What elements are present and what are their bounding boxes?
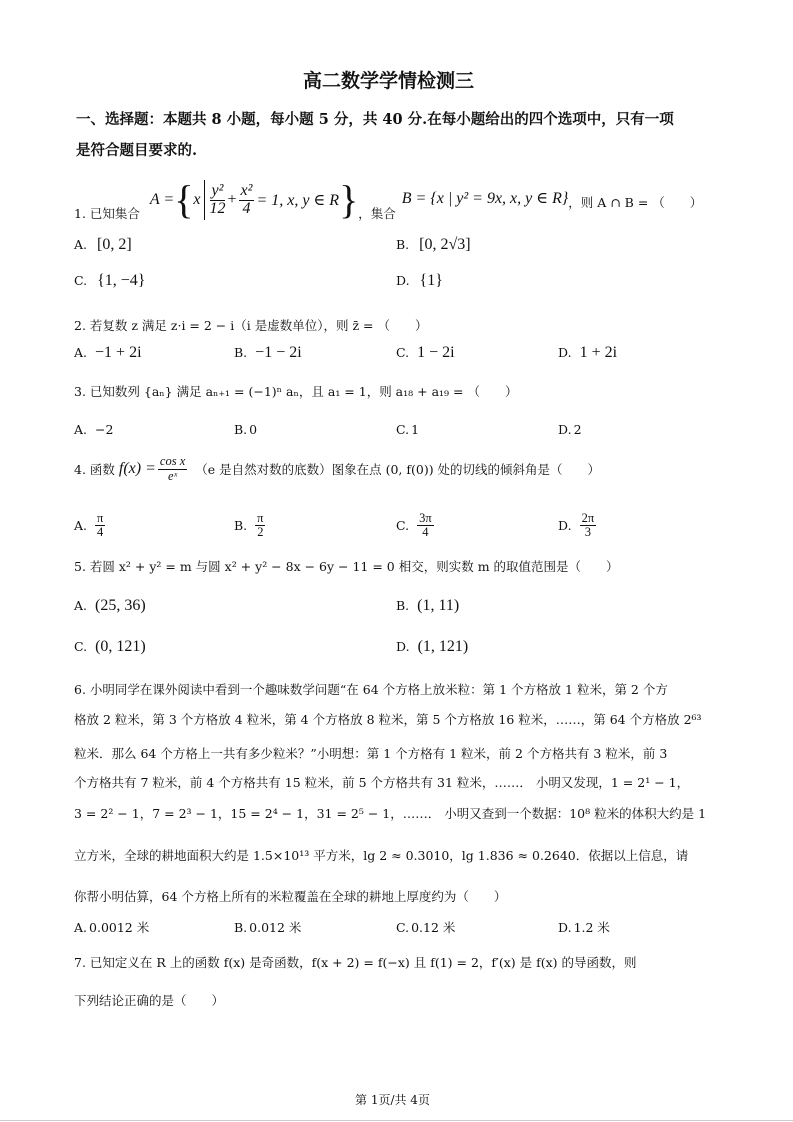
set-a-definition: A = { x $\frac{\text{y²}}{12}$ + $\frac{\text{x²}}{4}$ = 1, x, y ∈ R } (149, 177, 359, 222)
q2-option-d[interactable] (558, 344, 617, 362)
option-label: B. (234, 518, 248, 534)
page-number: 第 1页/共 4页 (355, 1093, 430, 1107)
option-label: A. (74, 920, 88, 935)
option-text: 0.12 米 (411, 920, 456, 935)
set-a-frac-1: $\frac{\text{y²}}{12}$ (209, 181, 226, 217)
set-a-tail: = 1, x, y ∈ R (256, 192, 340, 209)
option-label: C. (396, 518, 410, 534)
question-1-stem (74, 172, 702, 228)
q3-option-c[interactable] (396, 422, 419, 437)
option-text: 1.2 米 (573, 920, 610, 935)
option-label: B. (396, 237, 410, 252)
option-text: 1 − 2i (417, 344, 455, 361)
question-6-line: 粒米．那么 64 个方格上一共有多少粒米？”小明想：第 1 个方格有 1 粒米，前 2 个方格共有 3 粒米，前 3 (74, 746, 668, 761)
option-label: B. (234, 920, 248, 935)
q4-option-d[interactable] (558, 512, 598, 539)
option-label: C. (396, 920, 410, 935)
question-1-mid: ，集合 (358, 206, 396, 221)
question-4-prefix: 4. 函数 (74, 462, 115, 477)
q4-option-a[interactable] (74, 512, 107, 539)
function-fraction: $\frac{\text{cos x}}{\text{eˣ}}$ (159, 454, 186, 483)
set-a-var: x (193, 191, 201, 208)
function-name: f(x) = (118, 460, 156, 477)
option-label: D. (396, 273, 410, 288)
question-7-line2: 下列结论正确的是（ ） (74, 993, 225, 1008)
option-text: 1 (411, 422, 420, 437)
question-1-suffix: ，则 A ∩ B = （ ） (568, 195, 703, 210)
question-3-stem: 3. 已知数列 {aₙ} 满足 aₙ₊₁ = (−1)ⁿ aₙ，且 a₁ = 1，则 a₁₈ + a₁₉ = （ ） (74, 384, 518, 399)
q3-option-d[interactable] (558, 422, 582, 437)
option-label: C. (396, 345, 410, 360)
q2-option-b[interactable] (234, 344, 302, 362)
option-text: 0.012 米 (249, 920, 302, 935)
set-a-lhs: A = (149, 191, 175, 208)
option-label: B. (396, 598, 410, 613)
option-label: C. (74, 639, 88, 654)
option-text: (1, 11) (417, 597, 460, 614)
q5-option-c[interactable] (74, 638, 146, 656)
question-6-line: 格放 2 粒米，第 3 个方格放 4 粒米，第 4 个方格放 8 粒米，第 5 个方格放 16 粒米，……，第 64 个方格放 2⁶³ (74, 712, 702, 727)
q1-option-d[interactable] (396, 272, 443, 290)
option-label: D. (558, 920, 572, 935)
q5-option-a[interactable] (74, 597, 146, 615)
set-b-definition: B = {x | y² = 9x, x, y ∈ R} (401, 190, 569, 207)
question-7-line1: 7. 已知定义在 R 上的函数 f(x) 是奇函数，f(x + 2) = f(−x) 且 f(1) = 2，f′(x) 是 f(x) 的导函数，则 (74, 955, 637, 970)
q6-option-c[interactable] (396, 918, 455, 936)
option-text: 0 (249, 422, 258, 437)
option-text: 2 (573, 422, 582, 437)
option-text: {1} (419, 272, 443, 289)
q1-option-a[interactable] (74, 236, 132, 254)
page-title: 高二数学学情检测三 (303, 70, 475, 92)
option-fraction: $\frac{2\pi}{3}$ (581, 511, 595, 540)
section-heading-line2: 是符合题目要求的. (76, 142, 198, 159)
q6-option-a[interactable] (74, 918, 149, 936)
q4-option-c[interactable] (396, 512, 436, 539)
option-text: {1, −4} (97, 272, 146, 289)
option-text: −1 + 2i (95, 344, 142, 361)
option-text: (25, 36) (95, 597, 146, 614)
option-fraction: $\frac{\pi}{2}$ (257, 511, 264, 540)
option-label: D. (558, 518, 572, 534)
option-label: A. (74, 518, 88, 534)
question-5-stem: 5. 若圆 x² + y² = m 与圆 x² + y² − 8x − 6y − 11 = 0 相交，则实数 m 的取值范围是（ ） (74, 559, 619, 574)
q2-option-a[interactable] (74, 344, 142, 362)
question-4-suffix: （e 是自然对数的底数）图象在点 (0, f(0)) 处的切线的倾斜角是（ ） (195, 462, 601, 477)
option-label: C. (74, 273, 88, 288)
option-text: −1 − 2i (255, 344, 302, 361)
option-text: [0, 2] (97, 236, 132, 253)
question-4-stem (74, 450, 600, 488)
question-6-line: 6. 小明同学在课外阅读中看到一个趣味数学问题“在 64 个方格上放米粒：第 1 个方格放 1 粒米，第 2 个方 (74, 682, 668, 697)
q6-option-d[interactable] (558, 918, 610, 936)
option-label: B. (234, 345, 248, 360)
option-fraction: $\frac{3\pi}{4}$ (419, 511, 432, 540)
option-text: (0, 121) (95, 638, 146, 655)
option-label: A. (74, 345, 88, 360)
bottom-divider (0, 1120, 793, 1121)
question-6-line: 个方格共有 7 粒米，前 4 个方格共有 15 粒米，前 5 个方格共有 31 粒米，……． 小明又发现，1 = 2¹ − 1， (74, 775, 690, 790)
question-1-prefix: 1. 已知集合 (74, 206, 140, 221)
q5-option-b[interactable] (396, 597, 459, 615)
option-text: 0.0012 米 (89, 920, 150, 935)
question-6-line: 你帮小明估算，64 个方格上所有的米粒覆盖在全球的耕地上厚度约为（ ） (74, 889, 507, 904)
option-label: C. (396, 422, 410, 437)
option-text: [0, 2√3] (419, 236, 471, 253)
q6-option-b[interactable] (234, 918, 301, 936)
q5-option-d[interactable] (396, 638, 468, 656)
option-label: D. (558, 422, 572, 437)
option-fraction: $\frac{\pi}{4}$ (97, 511, 104, 540)
question-6-line: 3 = 2² − 1，7 = 2³ − 1，15 = 2⁴ − 1，31 = 2⁵ − 1，……． 小明又查到一个数据：10⁸ 粒米的体积大约是 1 (74, 806, 707, 821)
q2-option-c[interactable] (396, 344, 455, 362)
section-heading-line1: 一、选择题：本题共 8 小题，每小题 5 分，共 40 分.在每小题给出的四个选项中，只有一项 (76, 111, 674, 128)
option-text: −2 (95, 422, 114, 437)
set-a-frac-2: $\frac{\text{x²}}{4}$ (240, 181, 253, 217)
q3-option-b[interactable] (234, 422, 257, 437)
option-label: A. (74, 422, 88, 437)
option-text: (1, 121) (417, 638, 469, 655)
q1-option-b[interactable] (396, 236, 471, 254)
q3-option-a[interactable] (74, 422, 113, 437)
q1-option-c[interactable] (74, 272, 145, 290)
option-label: D. (396, 639, 410, 654)
option-label: A. (74, 598, 88, 613)
question-2-stem: 2. 若复数 z 满足 z·i = 2 − i（i 是虚数单位），则 z̄ = （ ） (74, 318, 428, 333)
q4-option-b[interactable] (234, 512, 267, 539)
question-6-line: 立方米，全球的耕地面积大约是 1.5×10¹³ 平方米，lg 2 ≈ 0.3010，lg 1.836 ≈ 0.2640．依据以上信息，请 (74, 848, 689, 863)
option-label: D. (558, 345, 572, 360)
option-text: 1 + 2i (579, 344, 618, 361)
option-label: A. (74, 237, 88, 252)
option-label: B. (234, 422, 248, 437)
